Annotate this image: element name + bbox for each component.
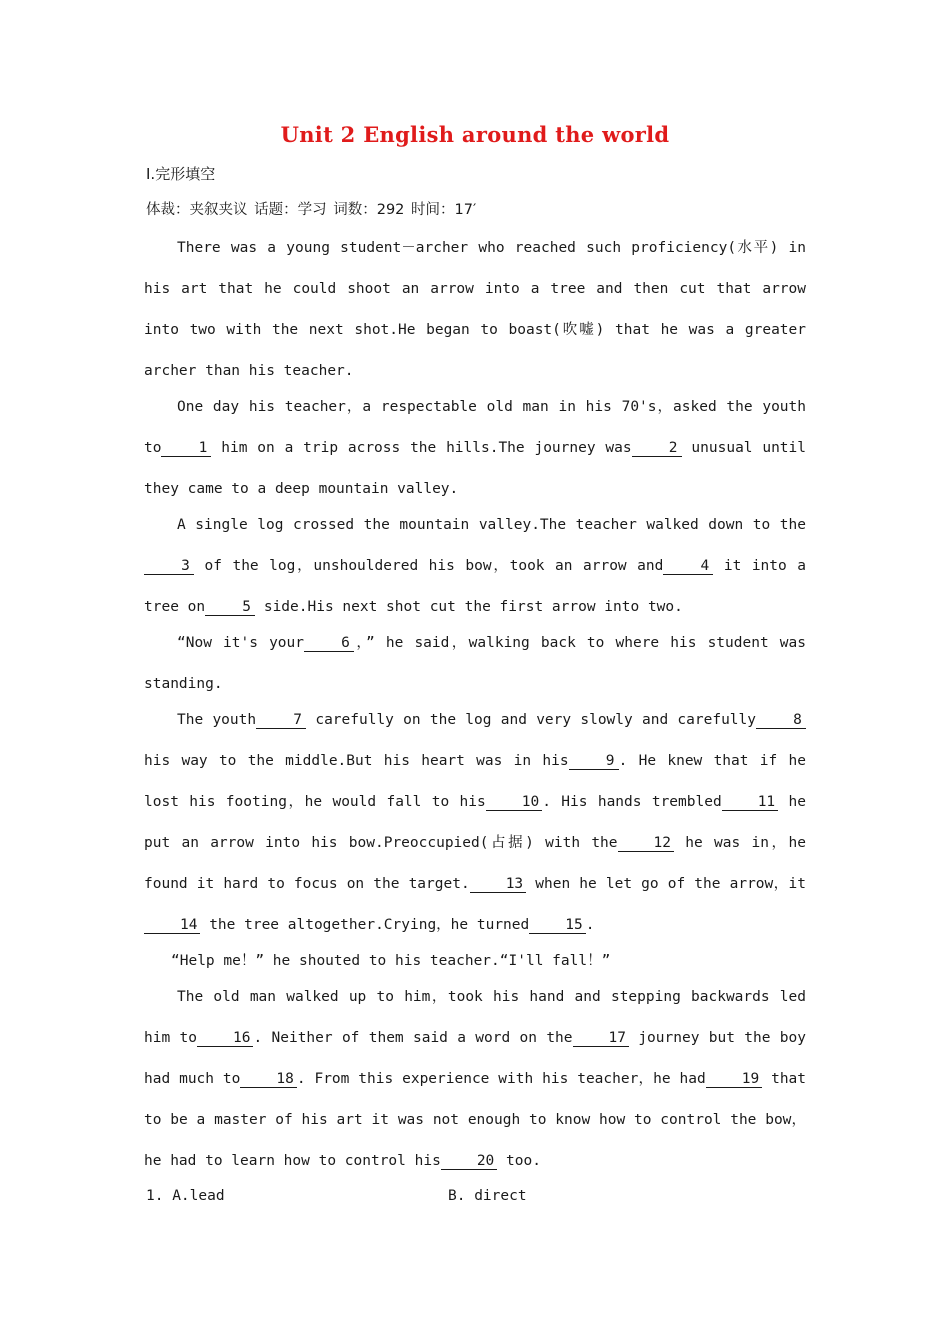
passage-meta: 体裁：夹叙夹议 话题：学习 词数：292 时间：17′ bbox=[146, 202, 477, 218]
text-segment: carefully on the log and very slowly and carefully bbox=[306, 712, 756, 728]
text-segment: A single log crossed the mountain valley.The teacher walked down to the bbox=[177, 517, 806, 533]
text-segment: . He knew that if he lost his footing，he would fall to his bbox=[144, 753, 806, 810]
blank-17: 17 bbox=[573, 1030, 629, 1047]
text-segment: unusual until they came to a deep mountain valley. bbox=[144, 440, 806, 497]
text-segment: The old man walked up to him，took his hand and stepping backwards led him to bbox=[144, 989, 806, 1046]
blank-8: 8 bbox=[756, 712, 806, 729]
blank-19: 19 bbox=[706, 1071, 762, 1088]
blank-12: 12 bbox=[618, 835, 674, 852]
text-segment: ，” he said，walking back to where his student was standing. bbox=[144, 635, 806, 692]
text-segment: . bbox=[585, 917, 595, 933]
blank-20: 20 bbox=[441, 1153, 497, 1170]
text-segment: when he let go of the arrow，it bbox=[526, 876, 806, 892]
text-segment: too. bbox=[497, 1153, 541, 1169]
blank-10: 10 bbox=[486, 794, 542, 811]
text-segment: . His hands trembled bbox=[542, 794, 722, 810]
paragraph-4 bbox=[144, 623, 806, 705]
text-segment: “Now it's your bbox=[177, 635, 304, 651]
paragraph-2 bbox=[144, 387, 806, 510]
page-title: Unit 2 English around the world bbox=[280, 122, 670, 147]
text-segment: side.His next shot cut the first arrow into two. bbox=[255, 599, 683, 615]
text-segment: he was in，he found it hard to focus on the target. bbox=[144, 835, 807, 892]
text-segment: it into a tree on bbox=[144, 558, 806, 615]
blank-18: 18 bbox=[240, 1071, 296, 1088]
blank-3: 3 bbox=[144, 558, 194, 575]
text-segment: . Neither of them said a word on the bbox=[253, 1030, 573, 1046]
text-segment: . From this experience with his teacher，he had bbox=[296, 1071, 706, 1087]
paragraph-3 bbox=[144, 505, 806, 628]
section-heading: Ⅰ.完形填空 bbox=[146, 165, 216, 183]
blank-7: 7 bbox=[256, 712, 306, 729]
text-segment: him on a trip across the hills.The journey was bbox=[211, 440, 632, 456]
text-segment: he put an arrow into his bow.Preoccupied(占据) with the bbox=[144, 794, 806, 851]
blank-13: 13 bbox=[470, 876, 526, 893]
text-segment: journey but the boy had much to bbox=[144, 1030, 806, 1087]
blank-1: 1 bbox=[161, 440, 211, 457]
blank-15: 15 bbox=[529, 917, 585, 934]
option-1a: 1. A.lead bbox=[146, 1188, 225, 1204]
text-segment: the tree altogether.Crying，he turned bbox=[200, 917, 530, 933]
paragraph-1: There was a young student－archer who reached such proficiency(水平) in his art that he could shoot an arrow into a tree and then cut that arrow into two with the next shot.He began to boast(吹嘘) that he was a greater archer than his teacher. bbox=[144, 240, 806, 379]
blank-6: 6 bbox=[304, 635, 354, 652]
paragraph-5 bbox=[144, 700, 806, 946]
text-segment: his way to the middle.But his heart was in his bbox=[144, 753, 569, 769]
blank-16: 16 bbox=[197, 1030, 253, 1047]
blank-14: 14 bbox=[144, 917, 200, 934]
blank-9: 9 bbox=[569, 753, 619, 770]
blank-5: 5 bbox=[205, 599, 255, 616]
cloze-passage bbox=[144, 228, 806, 1177]
text-segment: that to be a master of his art it was not enough to know how to control the bow，he had to learn how to control his bbox=[144, 1071, 807, 1169]
text-segment: of the log，unshouldered his bow，took an arrow and bbox=[194, 558, 664, 574]
blank-2: 2 bbox=[632, 440, 682, 457]
blank-11: 11 bbox=[722, 794, 778, 811]
text-segment: The youth bbox=[177, 712, 257, 728]
text-segment: One day his teacher，a respectable old man in his 70's，asked the youth to bbox=[144, 399, 806, 456]
paragraph-6: “Help me！” he shouted to his teacher.“I'll fall！” bbox=[171, 953, 611, 969]
blank-4: 4 bbox=[663, 558, 713, 575]
paragraph-7 bbox=[144, 977, 806, 1182]
option-1b: B. direct bbox=[448, 1188, 527, 1204]
